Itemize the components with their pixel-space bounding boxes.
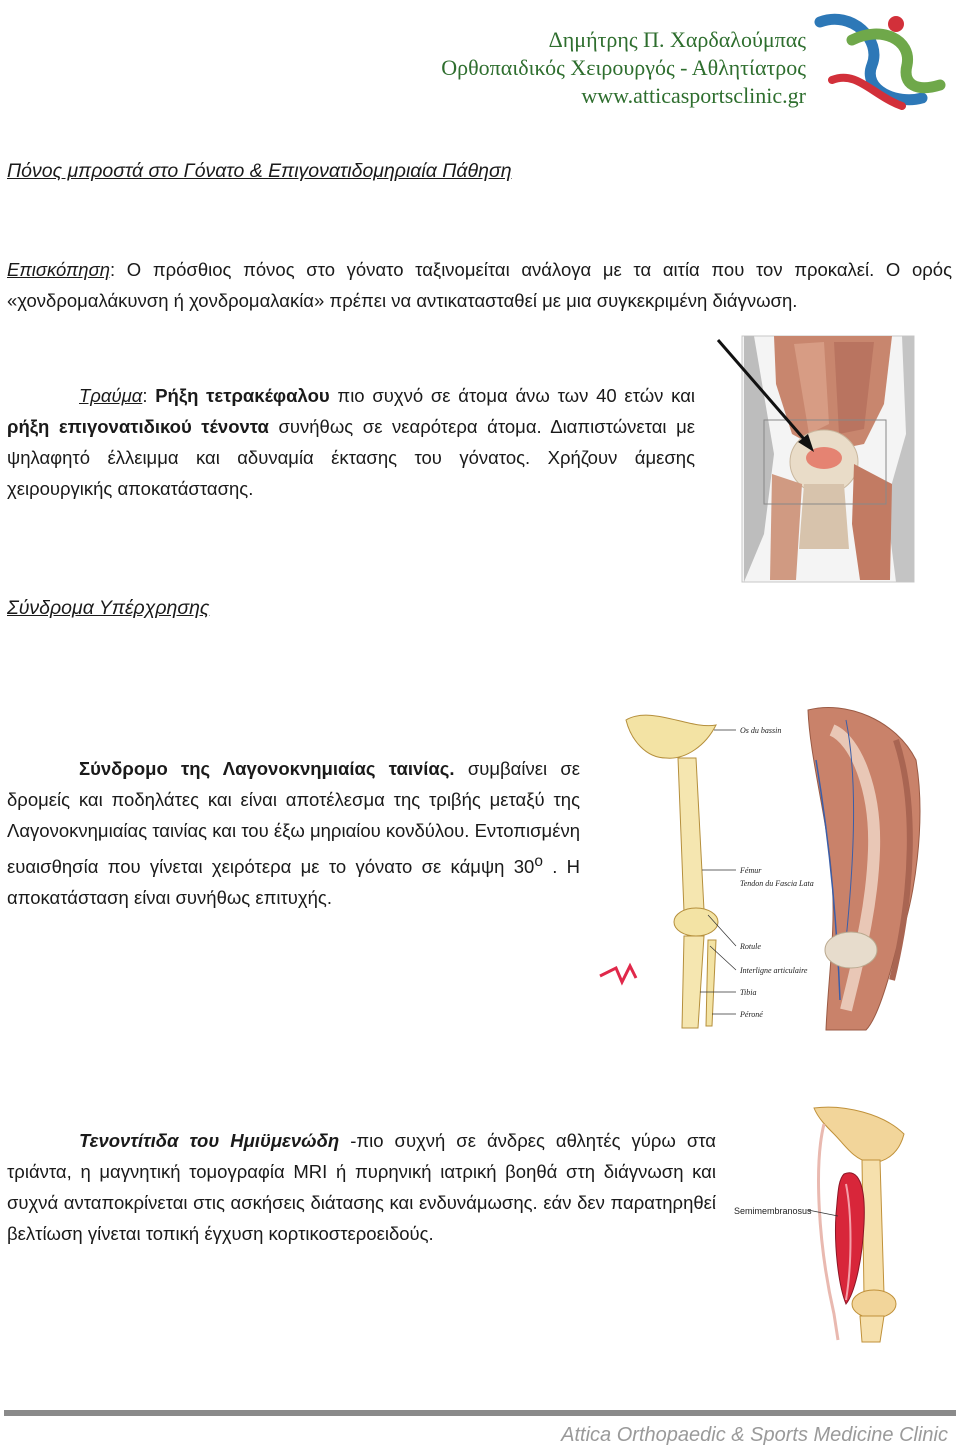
footer-divider [4, 1410, 956, 1416]
semimembranosus-label: Semimembranosus [734, 1206, 812, 1216]
itb-syndrome-title: Σύνδρομο της Λαγονοκνημιαίας ταινίας. [79, 758, 455, 779]
overview-text: : Ο πρόσθιος πόνος στο γόνατο ταξινομείται ανάλογα με τα αιτία που τον προκαλεί. Ο ορός «χονδρομαλάκυνση ή χονδρομαλακία» πρέπει να αντικατασταθεί με μια συγκεκριμένη διάγνωση. [7, 259, 952, 311]
itb-text-1: συμβαίνει σε δρομείς και ποδηλάτες και είναι αποτέλεσμα της τριβής μεταξύ της Λαγονοκνημιαίας ταινίας και του έξω μηριαίου κονδύλου. Εντοπισμένη ευαισθησία που γίνεται χειρότερα με το γόνατο σε κάμψη 30 [7, 758, 580, 878]
label-femur: Fémur [740, 866, 762, 875]
trauma-separator: : [142, 385, 156, 406]
document-title: Πόνος μπροστά στο Γόνατο & Επιγονατιδομηριαία Πάθηση [7, 160, 512, 182]
semimembranosus-title: Τενοντίτιδα του Ημιϋμενώδη [79, 1130, 340, 1151]
label-os-du-bassin: Os du bassin [740, 726, 782, 735]
trauma-label: Τραύμα [79, 385, 143, 406]
label-tibia: Tibia [740, 988, 757, 997]
doctor-name: Δημήτρης Π. Χαρδαλούμπας [548, 27, 806, 52]
trauma-text-1: πιο συχνό σε άτομα άνω των 40 ετών και [329, 385, 696, 406]
label-tendon-fascia-lata: Tendon du Fascia Lata [740, 879, 814, 888]
trauma-text-2: συνήθως σε νεαρότερα άτομα. Διαπιστώνεται με ψηλαφητό έλλειμμα και αδυναμία έκτασης του γόνατος. Χρήζουν άμεσης χειρουργικής αποκατάστασης. [7, 416, 695, 499]
overuse-syndromes-heading: Σύνδρομα Υπέρχρησης [7, 597, 210, 619]
doctor-title: Ορθοπαιδικός Χειρουργός - Αθλητίατρος [441, 55, 806, 80]
clinic-logo-icon [812, 10, 952, 112]
itb-text-2: . Η αποκατάσταση είναι συνήθως επιτυχής. [7, 856, 581, 909]
patellar-tendon-rupture: ρήξη επιγονατιδικού τένοντα [7, 416, 269, 437]
quadriceps-rupture: Ρήξη τετρακέφαλου [155, 385, 330, 406]
knee-rupture-figure [714, 334, 918, 584]
clinic-header [441, 26, 806, 110]
label-rotule: Rotule [740, 942, 761, 951]
label-perone: Péroné [740, 1010, 763, 1019]
degree-superscript: ο [534, 853, 543, 870]
semimembranosus-figure [734, 1104, 936, 1344]
itb-paragraph [7, 753, 580, 913]
overview-label: Επισκόπηση [7, 259, 110, 280]
footer-clinic-name: Attica Orthopaedic & Sports Medicine Clinic [561, 1424, 948, 1446]
semimembranosus-paragraph [7, 1125, 716, 1249]
overview-paragraph [7, 254, 952, 316]
iliotibial-band-figure [596, 700, 948, 1034]
label-interligne: Interligne articulaire [740, 966, 808, 975]
trauma-paragraph [7, 380, 695, 504]
clinic-website: www.atticasportsclinic.gr [581, 83, 806, 108]
semimembranosus-text: -πιο συχνή σε άνδρες αθλητές γύρω στα τριάντα, η μαγνητική τομογραφία MRI ή πυρηνική ιατρική βοηθά στη διάγνωση και συχνά ανταποκρίνεται στις ασκήσεις διάτασης και ενδυνάμωσης. εάν δεν παρατηρηθεί βελτίωση γίνεται τοπική έγχυση κορτικοστεροειδούς. [7, 1130, 716, 1244]
